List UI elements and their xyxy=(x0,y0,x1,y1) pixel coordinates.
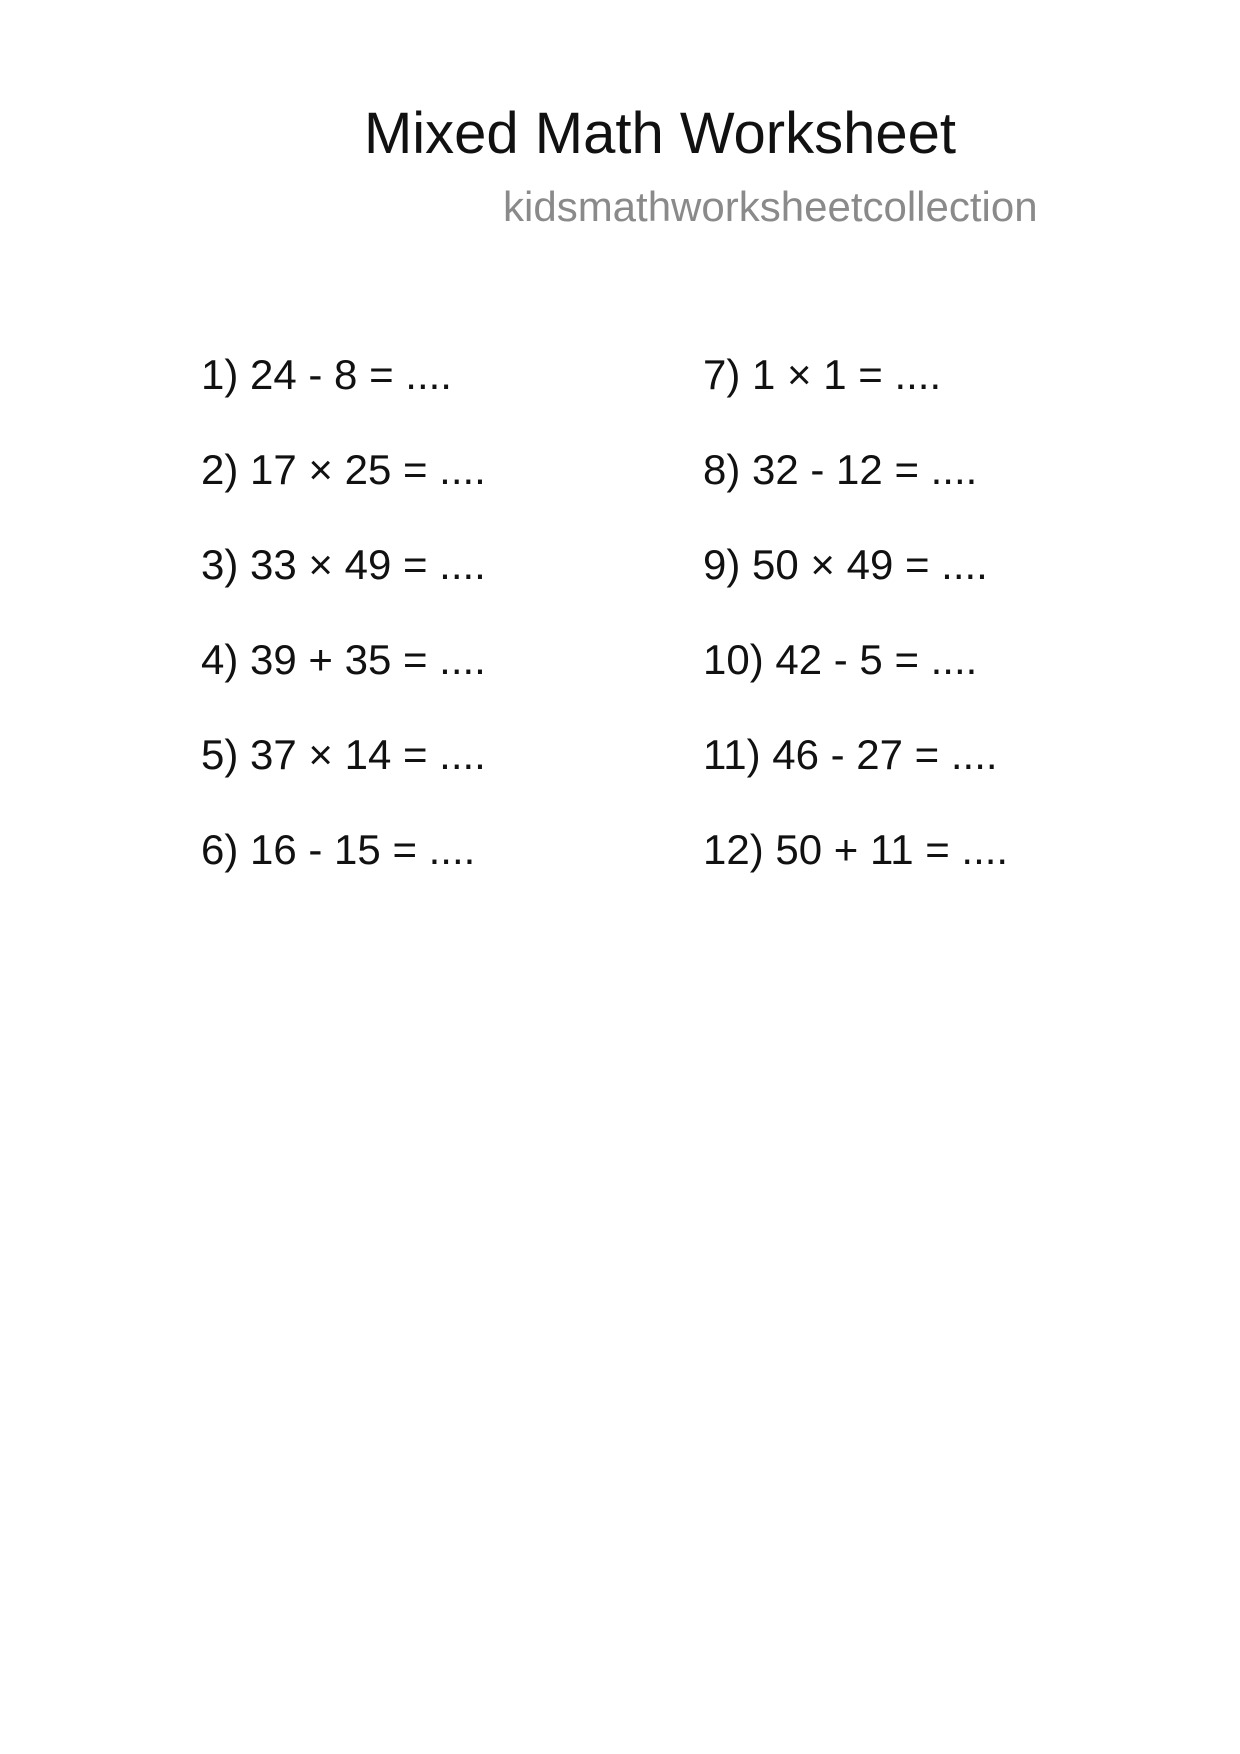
problem-6: 6) 16 - 15 = .... xyxy=(201,826,476,873)
problem-column-right xyxy=(703,350,1008,920)
problem-11: 11) 46 - 27 = .... xyxy=(703,731,998,778)
problem-9: 9) 50 × 49 = .... xyxy=(703,541,988,588)
problem-3: 3) 33 × 49 = .... xyxy=(201,541,486,588)
problem-4: 4) 39 + 35 = .... xyxy=(201,636,486,683)
problem-5: 5) 37 × 14 = .... xyxy=(201,731,486,778)
problem-10: 10) 42 - 5 = .... xyxy=(703,636,978,683)
problem-7: 7) 1 × 1 = .... xyxy=(703,351,942,398)
worksheet-title: Mixed Math Worksheet xyxy=(363,101,957,166)
problem-8: 8) 32 - 12 = .... xyxy=(703,446,978,493)
problem-column-left xyxy=(201,350,486,920)
source-label: kidsmathworksheetcollection xyxy=(503,183,1038,230)
problem-2: 2) 17 × 25 = .... xyxy=(201,446,486,493)
problem-1: 1) 24 - 8 = .... xyxy=(201,351,452,398)
problem-12: 12) 50 + 11 = .... xyxy=(703,826,1009,873)
